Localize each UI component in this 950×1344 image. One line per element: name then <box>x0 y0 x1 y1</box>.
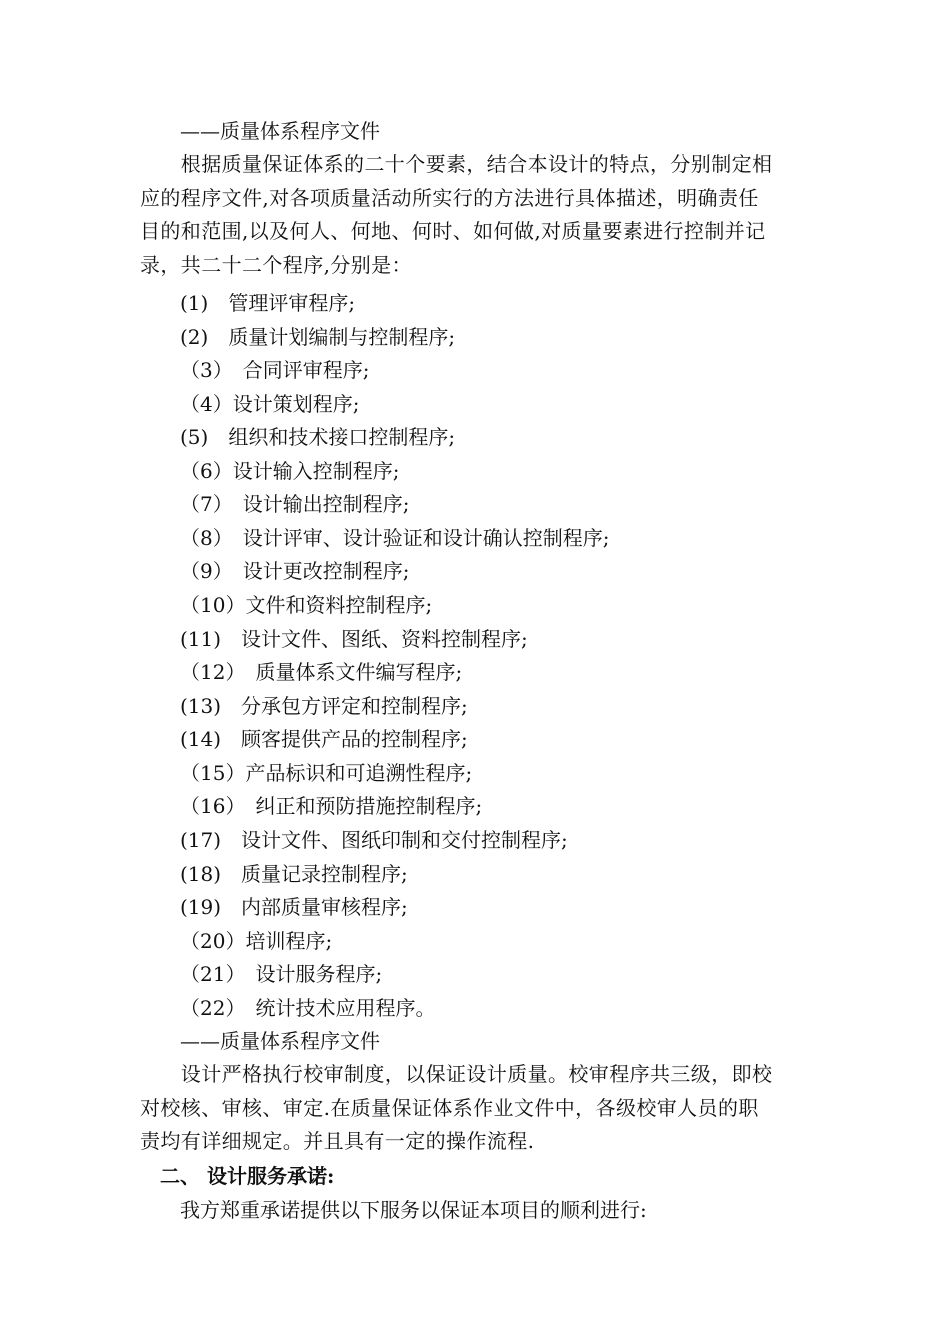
procedure-item: (13) 分承包方评定和控制程序; <box>180 694 468 718</box>
procedure-item: (18) 质量记录控制程序; <box>180 862 408 886</box>
review-line: 对校核、审核、审定.在质量保证体系作业文件中，各级校审人员的职 <box>140 1095 759 1120</box>
procedure-item: （6）设计输入控制程序; <box>180 459 400 483</box>
review-line: 设计严格执行校审制度，以保证设计质量。校审程序共三级，即校 <box>140 1062 773 1086</box>
intro-line: 应的程序文件,对各项质量活动所实行的方法进行具体描述，明确责任 <box>140 185 759 210</box>
procedure-item: （20）培训程序; <box>180 929 333 953</box>
procedure-item: （15）产品标识和可追溯性程序; <box>180 761 473 785</box>
section-title-quality-procedures-2: ——质量体系程序文件 <box>180 1029 380 1053</box>
procedure-item: （12） 质量体系文件编写程序; <box>180 660 463 684</box>
review-line: 责均有详细规定。并且具有一定的操作流程. <box>140 1129 535 1153</box>
section-title-quality-procedures: ——质量体系程序文件 <box>180 119 380 143</box>
procedure-item: (14) 顾客提供产品的控制程序; <box>180 727 468 751</box>
procedure-item: (11) 设计文件、图纸、资料控制程序; <box>180 627 528 651</box>
procedure-item: (5) 组织和技术接口控制程序; <box>180 425 456 449</box>
procedure-item: （9） 设计更改控制程序; <box>180 559 410 583</box>
intro-line: 录，共二十二个程序,分别是： <box>140 252 412 277</box>
procedure-item: (2) 质量计划编制与控制程序; <box>180 325 456 349</box>
review-paragraph <box>140 1058 840 1159</box>
procedure-item: （10）文件和资料控制程序; <box>180 593 433 617</box>
procedure-item: （3） 合同评审程序; <box>180 358 370 382</box>
procedure-item: (17) 设计文件、图纸印制和交付控制程序; <box>180 828 568 852</box>
procedure-item: (1) 管理评审程序; <box>180 291 356 315</box>
procedure-item: （8） 设计评审、设计验证和设计确认控制程序; <box>180 526 610 550</box>
procedure-item: （7） 设计输出控制程序; <box>180 492 410 516</box>
intro-line: 目的和范围,以及何人、何地、何时、如何做,对质量要素进行控制并记 <box>140 219 766 243</box>
procedure-item: （21） 设计服务程序; <box>180 962 383 986</box>
commitment-line: 我方郑重承诺提供以下服务以保证本项目的顺利进行: <box>140 1198 647 1222</box>
procedure-item: （22） 统计技术应用程序。 <box>180 996 436 1020</box>
procedure-item: （4）设计策划程序; <box>180 392 360 416</box>
section-heading-service-commitment: 二、 设计服务承诺: <box>140 1164 335 1188</box>
procedure-item: （16） 纠正和预防措施控制程序; <box>180 794 483 818</box>
intro-paragraph <box>140 148 840 282</box>
procedure-item: (19) 内部质量审核程序; <box>180 895 408 919</box>
intro-line: 根据质量保证体系的二十个要素，结合本设计的特点，分别制定相 <box>140 152 773 176</box>
